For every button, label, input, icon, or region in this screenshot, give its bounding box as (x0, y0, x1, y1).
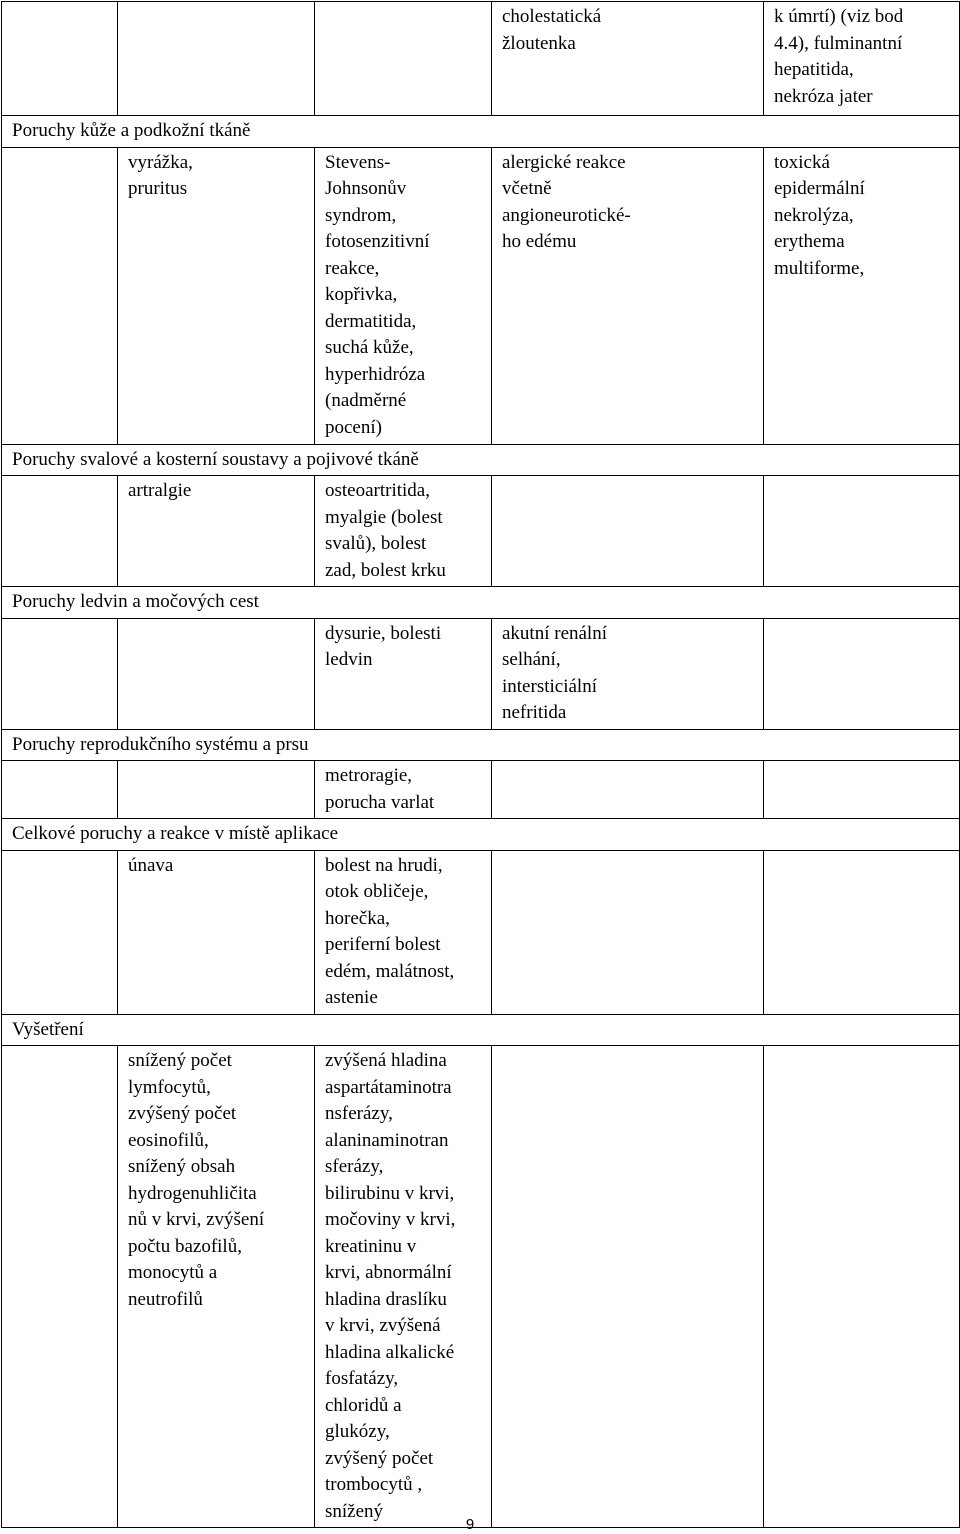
section-heading: Vyšetření (2, 1014, 960, 1046)
table-cell: toxická epidermální nekrolýza, erythema multiforme, (764, 147, 960, 444)
table-cell (118, 618, 315, 729)
section-heading: Celkové poruchy a reakce v místě aplikace (2, 819, 960, 851)
table-cell: metroragie, porucha varlat (315, 761, 492, 819)
table-cell (764, 1046, 960, 1528)
table-cell: alergické reakce včetně angioneurotické- ho edému (492, 147, 764, 444)
section-row (2, 1014, 960, 1046)
table-cell: artralgie (118, 476, 315, 587)
table-body (2, 2, 960, 1528)
section-row (2, 444, 960, 476)
table-cell: akutní renální selhání, intersticiální nefritida (492, 618, 764, 729)
section-heading: Poruchy ledvin a močových cest (2, 587, 960, 619)
table-cell (2, 618, 118, 729)
table-cell (764, 761, 960, 819)
section-heading: Poruchy kůže a podkožní tkáně (2, 116, 960, 148)
table-cell (2, 476, 118, 587)
table-cell: vyrážka, pruritus (118, 147, 315, 444)
section-row (2, 116, 960, 148)
table-cell: Stevens- Johnsonův syndrom, fotosenzitivní reakce, kopřivka, dermatitida, suchá kůže, hyperhidróza (nadměrné pocení) (315, 147, 492, 444)
table-row (2, 1046, 960, 1528)
table-cell (764, 850, 960, 1014)
table-cell: snížený počet lymfocytů, zvýšený počet eosinofilů, snížený obsah hydrogenuhličita nů v krvi, zvýšení počtu bazofilů, monocytů a neutrofilů (118, 1046, 315, 1528)
table-cell (492, 761, 764, 819)
table-cell (492, 1046, 764, 1528)
table-cell: osteoartritida, myalgie (bolest svalů), bolest zad, bolest krku (315, 476, 492, 587)
table-cell (2, 147, 118, 444)
table-row (2, 761, 960, 819)
table-row (2, 476, 960, 587)
table-cell: únava (118, 850, 315, 1014)
table-cell: bolest na hrudi, otok obličeje, horečka, periferní bolest edém, malátnost, astenie (315, 850, 492, 1014)
section-row (2, 729, 960, 761)
table-cell (764, 618, 960, 729)
table-cell: cholestatická žloutenka (492, 2, 764, 116)
table-cell (2, 761, 118, 819)
section-heading: Poruchy reprodukčního systému a prsu (2, 729, 960, 761)
section-heading: Poruchy svalové a kosterní soustavy a pojivové tkáně (2, 444, 960, 476)
table-cell (2, 2, 118, 116)
table-row (2, 850, 960, 1014)
table-cell: k úmrtí) (viz bod 4.4), fulminantní hepatitida, nekróza jater (764, 2, 960, 116)
table-cell (2, 850, 118, 1014)
table-cell (315, 2, 492, 116)
table-cell (492, 476, 764, 587)
table-row (2, 147, 960, 444)
table-row (2, 618, 960, 729)
table-cell: zvýšená hladina aspartátaminotra nsferázy, alaninaminotran sferázy, bilirubinu v krvi, močoviny v krvi, kreatininu v krvi, abnormální hladina draslíku v krvi, zvýšená hladina alkalické fosfatázy, chloridů a glukózy, zvýšený počet trombocytů , snížený (315, 1046, 492, 1528)
table-cell: dysurie, bolesti ledvin (315, 618, 492, 729)
table-row (2, 2, 960, 116)
section-row (2, 587, 960, 619)
section-row (2, 819, 960, 851)
table-cell (118, 761, 315, 819)
table-cell (2, 1046, 118, 1528)
table-cell (492, 850, 764, 1014)
adverse-reactions-table (1, 1, 960, 1528)
table-cell (118, 2, 315, 116)
table-cell (764, 476, 960, 587)
page-number: 9 (465, 1516, 475, 1533)
